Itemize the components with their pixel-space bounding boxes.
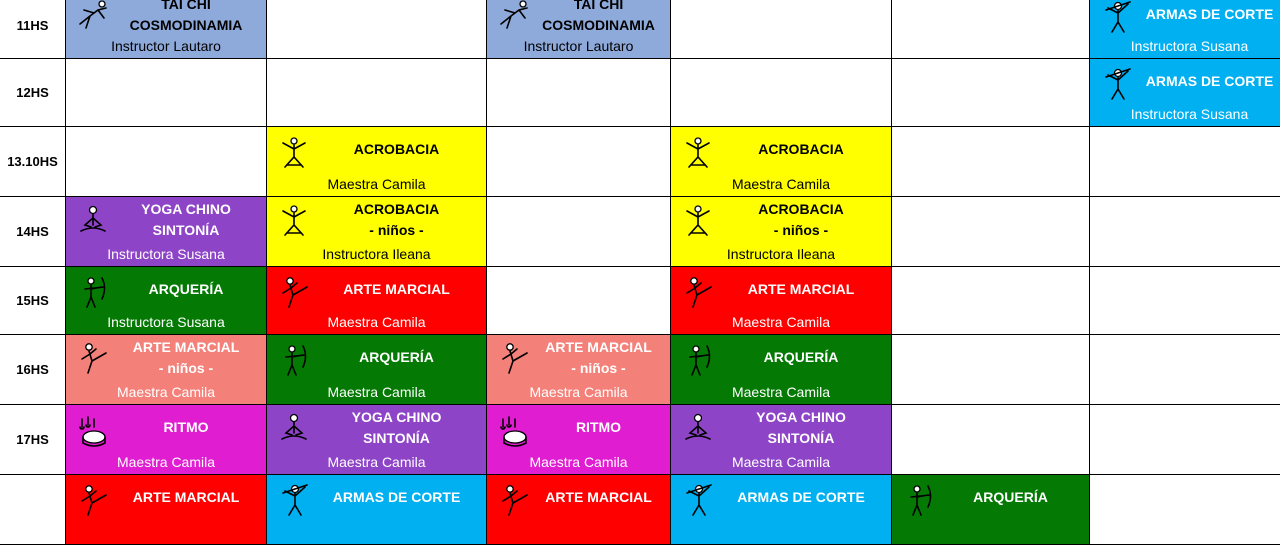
- class-name: YOGA CHINO: [141, 201, 231, 217]
- instructor-name: Instructora Susana: [1130, 38, 1249, 54]
- instructor-name: Maestra Camila: [327, 176, 426, 192]
- class-subtitle: - niños -: [571, 360, 626, 376]
- class-slot: [671, 127, 892, 197]
- time-label: 15HS: [0, 267, 66, 335]
- meditation-icon: [277, 411, 311, 445]
- class-name: ARTE MARCIAL: [132, 489, 240, 505]
- empty-slot: [487, 267, 671, 335]
- class-name: ARTE MARCIAL: [545, 489, 652, 505]
- blade-figure-icon: [681, 483, 715, 517]
- class-name: ARMAS DE CORTE: [332, 489, 461, 505]
- archer-icon: [902, 483, 936, 517]
- empty-slot: [66, 59, 267, 127]
- class-slot: [267, 267, 487, 335]
- instructor-name: Instructora Susana: [107, 314, 225, 330]
- class-slot: [487, 335, 671, 405]
- class-slot: [671, 335, 892, 405]
- class-name: ARQUERÍA: [973, 489, 1048, 505]
- time-label: 13.10HS: [0, 127, 66, 197]
- class-slot: [66, 0, 267, 59]
- instructor-name: Maestra Camila: [327, 454, 426, 470]
- class-name: ARTE MARCIAL: [132, 339, 240, 355]
- instructor-name: Instructora Ileana: [322, 246, 431, 262]
- class-subtitle: COSMODINAMIA: [129, 17, 243, 33]
- class-name: ARQUERÍA: [359, 349, 434, 365]
- class-slot: [66, 405, 267, 475]
- class-name: YOGA CHINO: [351, 409, 442, 425]
- class-slot: [66, 475, 267, 545]
- empty-slot: [487, 127, 671, 197]
- archer-icon: [76, 275, 110, 309]
- class-name: ACROBACIA: [758, 201, 844, 217]
- martial-kick-icon: [497, 341, 531, 375]
- tai-chi-kick-icon: [497, 0, 531, 32]
- class-name: ACROBACIA: [758, 141, 844, 157]
- empty-slot: [267, 59, 487, 127]
- instructor-name: Instructora Susana: [1130, 106, 1249, 122]
- class-name: ACROBACIA: [353, 141, 440, 157]
- acrobat-icon: [681, 203, 715, 237]
- empty-slot: [671, 59, 892, 127]
- instructor-name: Maestra Camila: [529, 454, 628, 470]
- time-label: [0, 475, 66, 545]
- instructor-name: Instructora Ileana: [726, 246, 836, 262]
- meditation-icon: [76, 203, 110, 237]
- blade-figure-icon: [1100, 67, 1134, 101]
- class-slot: [671, 475, 892, 545]
- tai-chi-kick-icon: [76, 0, 110, 32]
- class-slot: [1090, 59, 1280, 127]
- blade-figure-icon: [1100, 0, 1134, 34]
- martial-kick-icon: [76, 483, 110, 517]
- time-label: 12HS: [0, 59, 66, 127]
- class-subtitle: COSMODINAMIA: [542, 17, 655, 33]
- class-slot: [267, 405, 487, 475]
- instructor-name: Maestra Camila: [327, 384, 426, 400]
- class-name: ARTE MARCIAL: [747, 281, 855, 297]
- acrobat-icon: [277, 203, 311, 237]
- martial-kick-icon: [497, 483, 531, 517]
- empty-slot: [487, 59, 671, 127]
- acrobat-icon: [277, 135, 311, 169]
- empty-slot: [892, 197, 1090, 267]
- class-name: ARQUERÍA: [763, 349, 839, 365]
- empty-slot: [66, 127, 267, 197]
- class-name: TAI CHI: [161, 0, 211, 12]
- class-subtitle: - niños -: [773, 222, 829, 238]
- instructor-name: Maestra Camila: [116, 384, 216, 400]
- instructor-name: Maestra Camila: [731, 454, 831, 470]
- class-slot: [267, 335, 487, 405]
- class-slot: [267, 127, 487, 197]
- empty-slot: [671, 0, 892, 59]
- time-label: 11HS: [0, 0, 66, 59]
- empty-slot: [1090, 475, 1280, 545]
- class-name: ARTE MARCIAL: [343, 281, 450, 297]
- time-label: 17HS: [0, 405, 66, 475]
- drum-rhythm-icon: [76, 413, 110, 447]
- class-slot: [267, 475, 487, 545]
- class-slot: [671, 405, 892, 475]
- class-slot: [66, 335, 267, 405]
- empty-slot: [487, 197, 671, 267]
- empty-slot: [1090, 197, 1280, 267]
- empty-slot: [892, 267, 1090, 335]
- empty-slot: [892, 0, 1090, 59]
- empty-slot: [1090, 405, 1280, 475]
- empty-slot: [1090, 335, 1280, 405]
- blade-figure-icon: [277, 483, 311, 517]
- instructor-name: Instructor Lautaro: [523, 38, 634, 54]
- class-subtitle: - niños -: [369, 222, 424, 238]
- class-slot: [671, 197, 892, 267]
- class-name: ACROBACIA: [353, 201, 440, 217]
- class-slot: [487, 0, 671, 59]
- empty-slot: [892, 335, 1090, 405]
- class-slot: [487, 405, 671, 475]
- class-name: ARMAS DE CORTE: [737, 489, 865, 505]
- archer-icon: [277, 343, 311, 377]
- empty-slot: [892, 405, 1090, 475]
- empty-slot: [267, 0, 487, 59]
- class-slot: [892, 475, 1090, 545]
- instructor-name: Maestra Camila: [529, 384, 628, 400]
- acrobat-icon: [681, 135, 715, 169]
- empty-slot: [1090, 267, 1280, 335]
- instructor-name: Instructora Susana: [107, 246, 225, 262]
- time-label: 14HS: [0, 197, 66, 267]
- class-slot: [66, 267, 267, 335]
- class-name: YOGA CHINO: [756, 409, 846, 425]
- class-slot: [1090, 0, 1280, 59]
- instructor-name: Maestra Camila: [327, 314, 426, 330]
- archer-icon: [681, 343, 715, 377]
- class-slot: [671, 267, 892, 335]
- instructor-name: Maestra Camila: [731, 314, 831, 330]
- drum-rhythm-icon: [497, 413, 531, 447]
- time-label: 16HS: [0, 335, 66, 405]
- instructor-name: Maestra Camila: [731, 384, 831, 400]
- class-name: ARQUERÍA: [148, 281, 224, 297]
- class-subtitle: SINTONÍA: [767, 430, 835, 446]
- class-name: ARMAS DE CORTE: [1145, 6, 1274, 22]
- class-name: RITMO: [163, 419, 209, 435]
- class-name: ARMAS DE CORTE: [1145, 73, 1274, 89]
- class-subtitle: SINTONÍA: [152, 222, 220, 238]
- class-slot: [66, 197, 267, 267]
- instructor-name: Maestra Camila: [731, 176, 831, 192]
- class-slot: [487, 475, 671, 545]
- martial-kick-icon: [277, 275, 311, 309]
- empty-slot: [892, 59, 1090, 127]
- meditation-icon: [681, 411, 715, 445]
- class-name: TAI CHI: [573, 0, 624, 12]
- empty-slot: [892, 127, 1090, 197]
- instructor-name: Instructor Lautaro: [111, 38, 221, 54]
- class-subtitle: SINTONÍA: [363, 430, 430, 446]
- martial-kick-icon: [76, 341, 110, 375]
- class-name: RITMO: [575, 419, 622, 435]
- martial-kick-icon: [681, 275, 715, 309]
- empty-slot: [1090, 127, 1280, 197]
- instructor-name: Maestra Camila: [116, 454, 216, 470]
- class-name: ARTE MARCIAL: [545, 339, 652, 355]
- class-subtitle: - niños -: [158, 360, 214, 376]
- class-slot: [267, 197, 487, 267]
